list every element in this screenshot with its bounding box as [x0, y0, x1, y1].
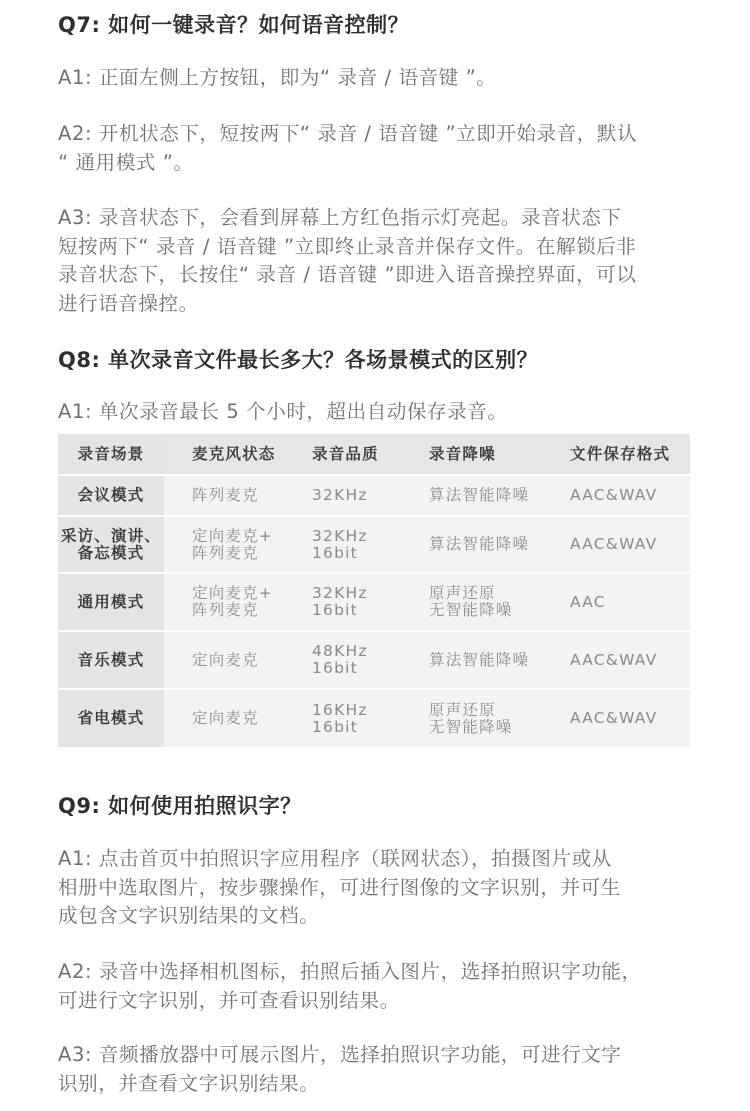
q9-answer-1 — [58, 845, 708, 931]
table-row — [58, 476, 690, 515]
answer-line: 成包含文字识别结果的文档。 — [58, 904, 320, 927]
cell-text: 32KHz — [312, 526, 368, 545]
table-header-row — [58, 434, 690, 474]
table-row — [58, 690, 690, 747]
cell-text: 32KHz — [312, 486, 368, 504]
header-cell-mic: 麦克风状态 — [192, 444, 276, 463]
cell-scene — [58, 632, 164, 688]
cell-format: AAC — [570, 592, 606, 611]
q8-title: Q8: 单次录音文件最长多大？各场景模式的区别？ — [58, 348, 539, 372]
cell-text: 16bit — [312, 659, 358, 677]
cell-text: 阵列麦克 — [192, 486, 259, 504]
cell-text: 通用模式 — [77, 592, 145, 611]
cell-text: 16bit — [312, 601, 358, 619]
cell-text: 32KHz — [312, 584, 368, 602]
cell-scene — [58, 574, 164, 630]
cell-text: 无智能降噪 — [429, 601, 513, 619]
q9-answer-2 — [58, 958, 708, 1015]
header-cell-scene: 录音场景 — [58, 434, 164, 474]
cell-quality — [312, 517, 368, 572]
cell-text: 48KHz — [312, 642, 368, 660]
cell-text: 算法智能降噪 — [429, 535, 530, 553]
q7-title: Q7: 如何一键录音？如何语音控制？ — [58, 13, 410, 37]
answer-line: A2: 开机状态下，短按两下“ 录音 / 语音键 ”立即开始录音，默认 — [58, 122, 638, 145]
answer-line: 可进行文字识别，并可查看识别结果。 — [58, 988, 400, 1012]
cell-format: AAC&WAV — [570, 650, 658, 669]
cell-text: 无智能降噪 — [429, 717, 513, 736]
table-row — [58, 574, 690, 630]
cell-mic — [192, 574, 273, 630]
cell-text: 阵列麦克 — [192, 543, 259, 562]
cell-format: AAC&WAV — [570, 709, 658, 727]
answer-line: A3: 音频播放器中可展示图片，选择拍照识字功能，可进行文字 — [58, 1043, 622, 1066]
cell-text: 备忘模式 — [77, 543, 145, 562]
cell-text: 定向麦克 — [192, 709, 259, 727]
cell-mic — [192, 690, 259, 747]
answer-line: 识别，并查看文字识别结果。 — [58, 1071, 320, 1095]
cell-text: 音乐模式 — [77, 650, 145, 669]
cell-format: AAC&WAV — [570, 535, 658, 553]
cell-text: 算法智能降噪 — [429, 650, 530, 669]
answer-line: A2: 录音中选择相机图标，拍照后插入图片，选择拍照识字功能， — [58, 960, 642, 983]
cell-text: 算法智能降噪 — [429, 486, 530, 504]
cell-noise — [429, 632, 529, 688]
cell-mic — [192, 517, 273, 572]
answer-line: 短按两下“ 录音 / 语音键 ”立即终止录音并保存文件。在解锁后非 — [58, 234, 637, 258]
cell-mic — [192, 476, 259, 515]
cell-scene — [58, 690, 164, 747]
cell-quality — [312, 574, 368, 630]
answer-line: A1: 点击首页中拍照识字应用程序（联网状态），拍摄图片或从 — [58, 847, 612, 870]
cell-format: AAC&WAV — [570, 486, 658, 504]
cell-text: 采访、演讲、 — [60, 526, 162, 545]
q9-title: Q9: 如何使用拍照识字？ — [58, 794, 302, 818]
recording-modes-table — [58, 434, 690, 747]
q7-answer-3 — [58, 204, 708, 318]
header-cell-format: 文件保存格式 — [570, 444, 671, 463]
q7-answer-2 — [58, 120, 708, 177]
cell-quality — [312, 476, 368, 515]
table-row — [58, 517, 690, 572]
cell-noise — [429, 517, 529, 572]
cell-text: 16bit — [312, 543, 358, 562]
answer-line: 录音状态下，长按住“ 录音 / 语音键 ”即进入语音操控界面，可以 — [58, 263, 637, 286]
answer-line: A1: 正面左侧上方按钮，即为“ 录音 / 语音键 ”。 — [58, 66, 497, 89]
cell-mic — [192, 632, 259, 688]
answer-line: A1: 单次录音最长 5 个小时，超出自动保存录音。 — [58, 400, 508, 423]
cell-text: 会议模式 — [77, 486, 145, 504]
cell-text: 定向麦克+ — [192, 526, 273, 545]
cell-scene — [58, 476, 164, 515]
cell-noise — [429, 476, 529, 515]
answer-line: “ 通用模式 ”。 — [58, 150, 194, 174]
cell-text: 原声还原 — [429, 700, 496, 719]
cell-text: 16bit — [312, 717, 358, 736]
answer-line: A3: 录音状态下，会看到屏幕上方红色指示灯亮起。录音状态下 — [58, 206, 622, 229]
cell-text: 阵列麦克 — [192, 601, 259, 619]
cell-text: 省电模式 — [77, 709, 145, 727]
answer-line: 进行语音操控。 — [58, 291, 199, 315]
header-cell-quality: 录音品质 — [312, 444, 379, 463]
cell-quality — [312, 690, 368, 747]
cell-text: 16KHz — [312, 700, 368, 719]
cell-quality — [312, 632, 368, 688]
table-row — [58, 632, 690, 688]
cell-noise — [429, 690, 513, 747]
cell-noise — [429, 574, 513, 630]
header-cell-noise: 录音降噪 — [429, 444, 496, 463]
q9-answer-3 — [58, 1041, 708, 1098]
q7-answer-1 — [58, 64, 708, 93]
cell-scene — [58, 517, 164, 572]
cell-text: 原声还原 — [429, 584, 496, 602]
answer-line: 相册中选取图片，按步骤操作，可进行图像的文字识别，并可生 — [58, 875, 621, 899]
q8-answer-1 — [58, 398, 708, 427]
cell-text: 定向麦克 — [192, 650, 259, 669]
cell-text: 定向麦克+ — [192, 584, 273, 602]
